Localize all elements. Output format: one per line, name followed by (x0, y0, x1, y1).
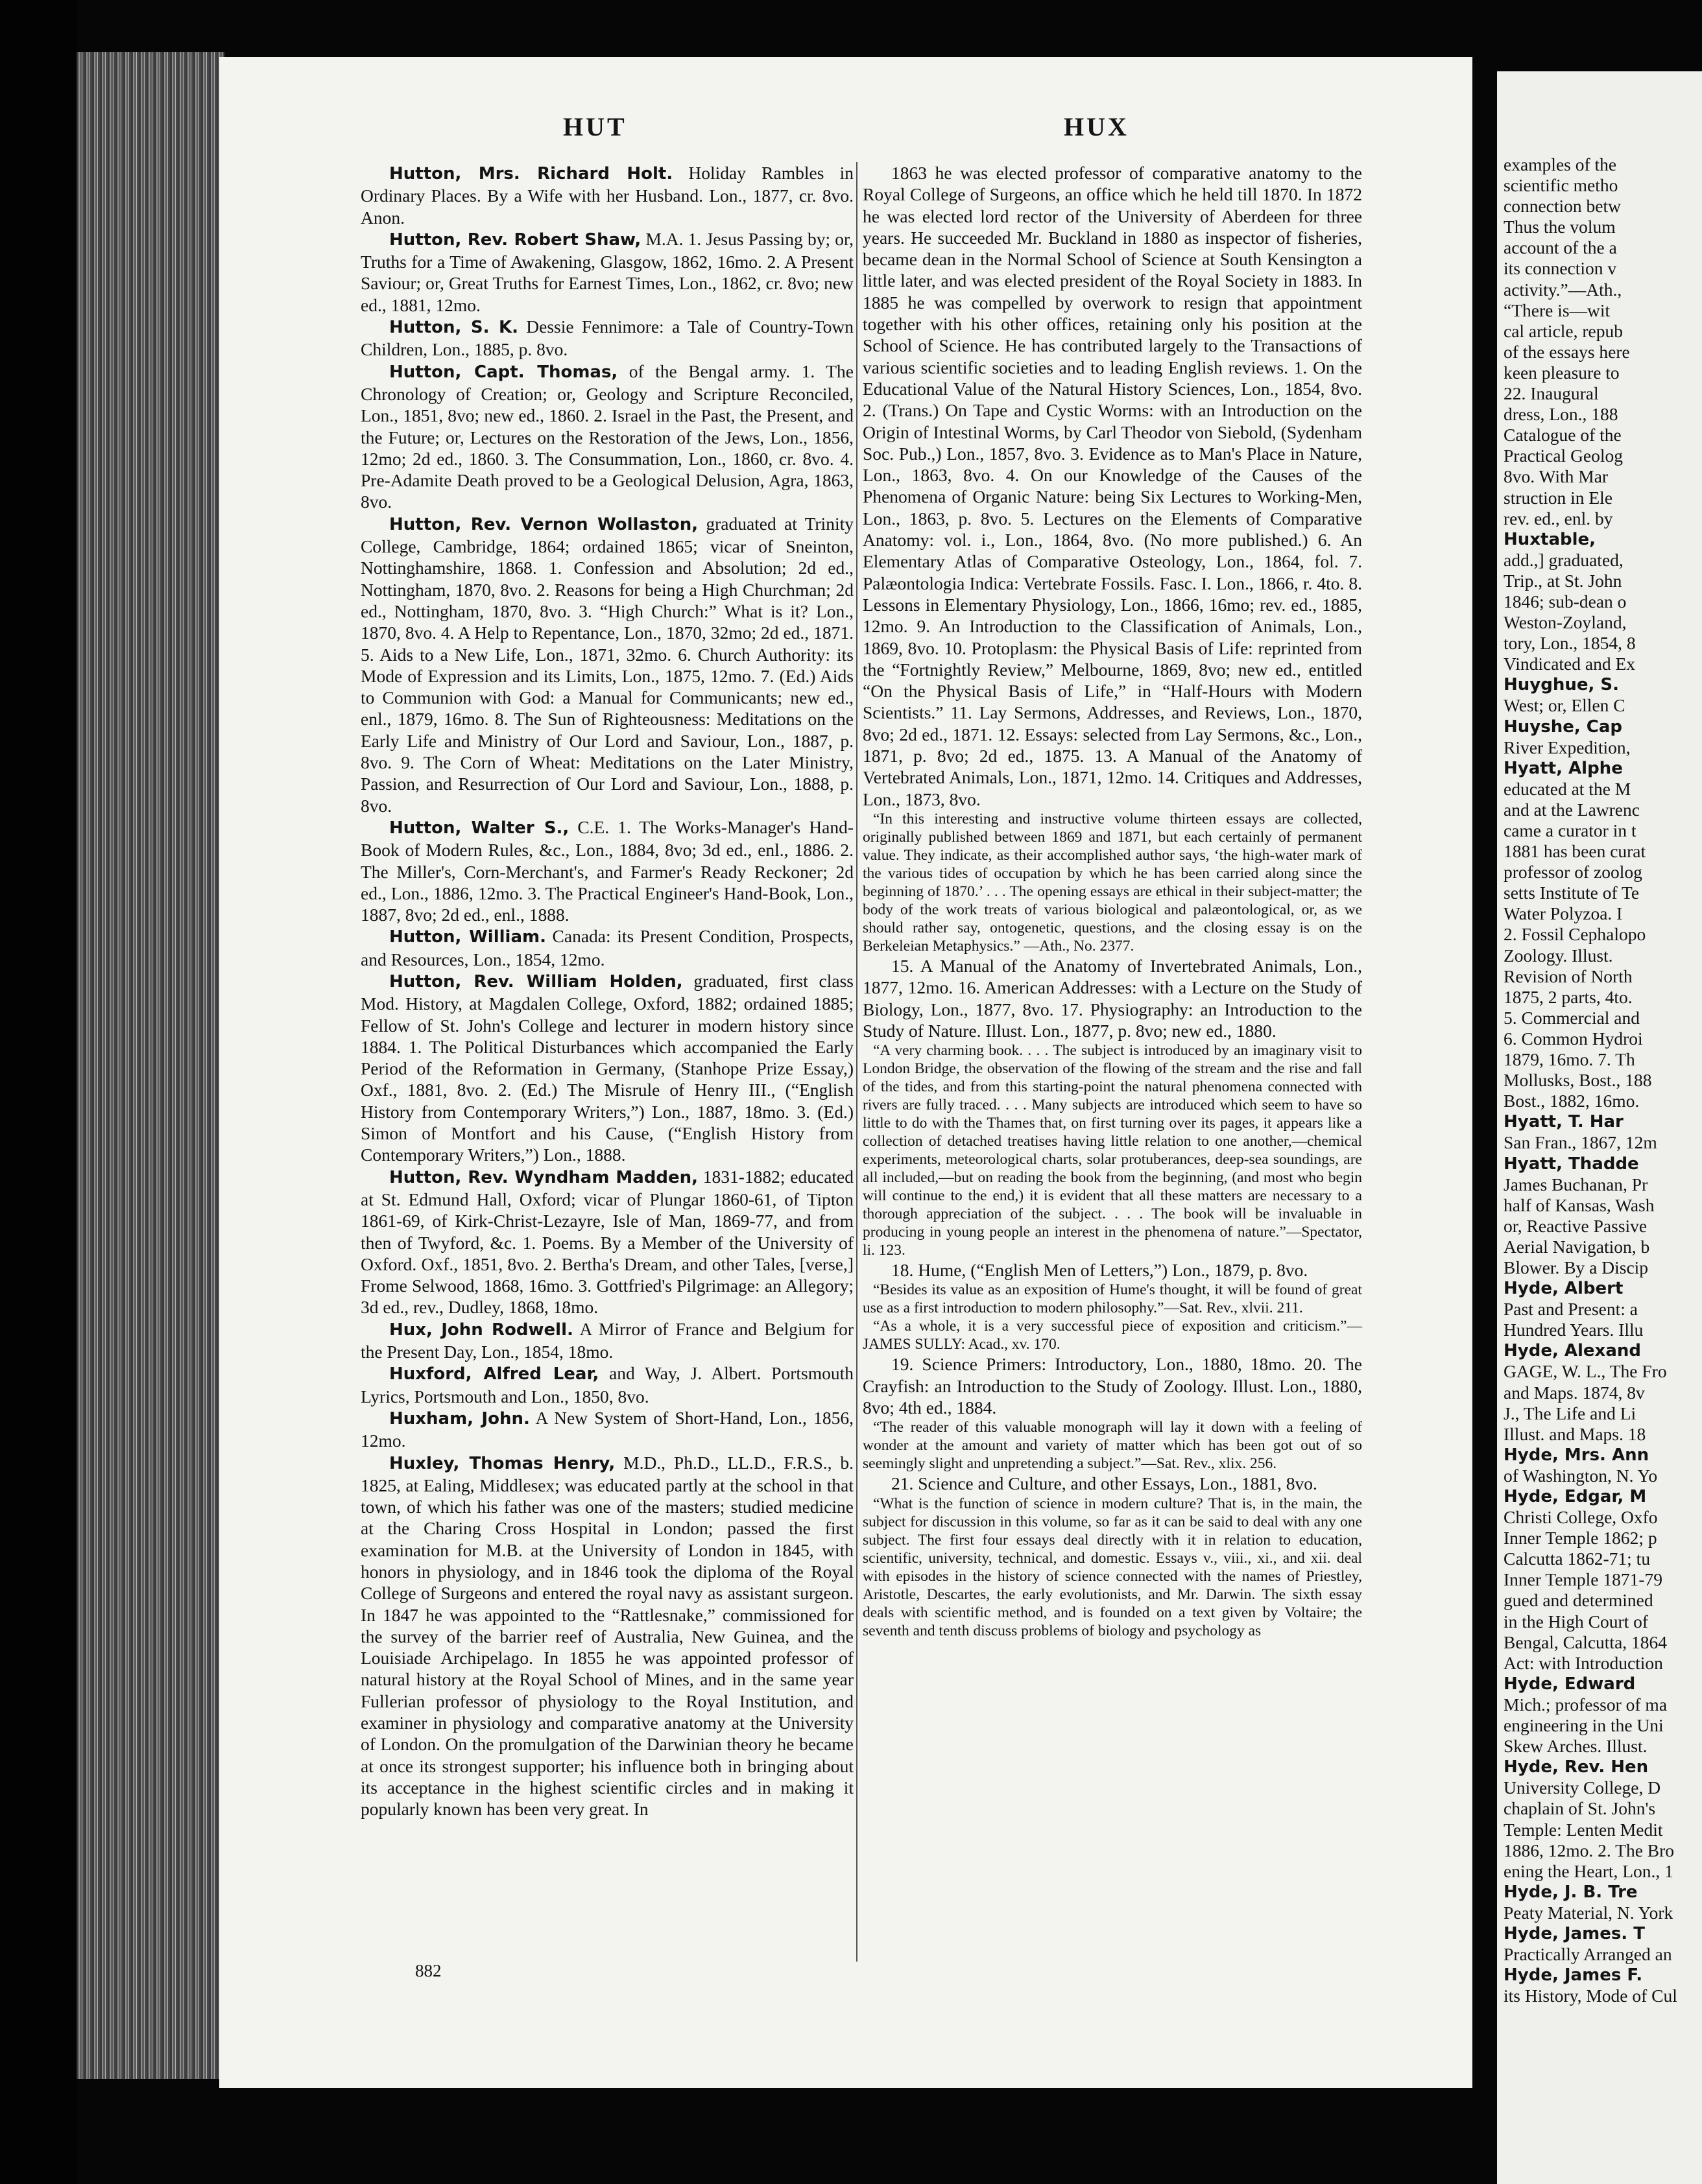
review-quotation: “Besides its value as an exposition of Hume's thought, it will be found of great use as a first introduction to modern philosophy.”—Sat. Rev., xlvii. 211. (863, 1281, 1362, 1317)
facing-headword-line: Huyghue, S. (1504, 675, 1620, 695)
facing-text-line: keen pleasure to (1504, 362, 1620, 383)
facing-text-line: of Washington, N. Yo (1504, 1465, 1658, 1486)
facing-text-line: Peaty Material, N. York (1504, 1902, 1673, 1923)
entry-text: Holiday Rambles in Ordinary Places. By a Wife with her Husband. Lon., 1877, cr. 8vo. Anon. (361, 163, 854, 228)
facing-text-line: River Expedition, (1504, 737, 1631, 757)
entry-text: graduated, first class Mod. History, at Magdalen College, Oxford, 1882; ordained 1885; Fellow of St. John's College and lecturer in modern history since 1884. 1. The Political Disturbances which accompanied the Early Period of the Reformation in Germany, (Stanhope Prize Essay,) Oxf., 1881, 8vo. 2. (Ed.) The Misrule of Henry III., (“English History from Contemporary Writers,”) Lon., 1887, 18mo. 3. (Ed.) Simon of Montfort and his Cause, (“English History from Contemporary Writers,”) Lon., 1888. (361, 970, 854, 1165)
dictionary-entry (361, 361, 854, 513)
facing-text-line: J., The Life and Li (1504, 1403, 1636, 1423)
entry-text: Canada: its Present Condition, Prospects, and Resources, Lon., 1854, 12mo. (361, 926, 854, 969)
facing-text-line: of the essays here (1504, 341, 1630, 362)
facing-headword-line: Hyde, Albert (1504, 1279, 1624, 1299)
facing-text-line: Thus the volum (1504, 217, 1616, 237)
facing-headword-line: Hyatt, Thadde (1504, 1154, 1639, 1174)
facing-text-line: 1875, 2 parts, 4to. (1504, 986, 1633, 1007)
entry-headword: Huxford, Alfred Lear, (389, 1364, 599, 1384)
facing-text-line: 2. Fossil Cephalopo (1504, 924, 1646, 945)
entry-paragraph: 1863 he was elected professor of comparative anatomy to the Royal College of Surgeons, an office which he held till 1870. In 1872 he was elected lord rector of the University of Aberdeen for three years. He succeeded Mr. Buckland in 1880 as inspector of fisheries, became dean in the Normal School of Science at South Kensington a little later, and was elected president of the Royal Society in 1883. In 1885 he was compelled by overwork to resign that appointment together with his other offices, retaining only his position at the School of Science. He has contributed largely to the Transactions of various scientific societies and to leading English reviews. 1. On the Educational Value of the Natural History Sciences, Lon., 1854, 8vo. 2. (Trans.) On Tape and Cystic Worms: with an Introduction on the Origin of Intestinal Worms, by Carl Theodor von Siebold, (Sydenham Soc. Pub.,) Lon., 1857, 8vo. 3. Evidence as to Man's Place in Nature, Lon., 1863, 8vo. 4. On our Knowledge of the Causes of the Phenomena of Organic Nature: being Six Lectures to Working-Men, Lon., 1863, p. 8vo. 5. Lectures on the Elements of Comparative Anatomy: vol. i., Lon., 1864, 8vo. (No more published.) 6. An Elementary Atlas of Comparative Osteology, Lon., 1864, fol. 7. Palæontologia Indica: Vertebrate Fossils. Fasc. I. Lon., 1866, r. 4to. 8. Lessons in Elementary Physiology, Lon., 1866, 16mo; rev. ed., 1885, 12mo. 9. An Introduction to the Classification of Animals, Lon., 1869, 8vo. 10. Protoplasm: the Physical Basis of Life: reprinted from the “Fortnightly Review,” Melbourne, 1869, 8vo; new ed., entitled “On the Physical Basis of Life,” in “Half-Hours with Modern Scientists.” 11. Lay Sermons, Addresses, and Reviews, Lon., 1870, 8vo; 2d ed., 1871. 12. Essays: selected from Lay Sermons, &c., Lon., 1871, p. 8vo; 2d ed., 1875. 13. A Manual of the Anatomy of Vertebrated Animals, Lon., 1871, 12mo. 14. Critiques and Addresses, Lon., 1873, 8vo. (863, 163, 1362, 809)
facing-text-line: 1881 has been curat (1504, 841, 1646, 862)
entry-headword: Hutton, Rev. William Holden, (389, 971, 683, 991)
facing-text-line: Blower. By a Discip (1504, 1257, 1649, 1277)
facing-text-line: and at the Lawrenc (1504, 799, 1640, 820)
facing-text-line: 6. Common Hydroi (1504, 1028, 1643, 1049)
facing-text-line: Act: with Introduction (1504, 1652, 1663, 1673)
entry-text: 1831-1882; educated at St. Edmund Hall, Oxford; vicar of Plungar 1860-61, of Tipton 1861-69, of Kirk-Christ-Lezayre, Isle of Man, 1869-77, and from then of Twyford, &c. 1. Poems. By a Member of the University of Oxford. Oxf., 1851, 8vo. 2. Bertha's Dream, and other Tales, [verse,] Frome Selwood, 1868, 16mo. 3. Gottfried's Pilgrimage: an Allegory; 3d ed., rev., Dudley, 1868, 18mo. (361, 1166, 854, 1318)
facing-text-line: Calcutta 1862-71; tu (1504, 1549, 1651, 1569)
facing-text-line: Zoology. Illust. (1504, 945, 1613, 966)
facing-text-line: and Maps. 1874, 8v (1504, 1382, 1645, 1403)
facing-headword-line: Hyatt, Alphe (1504, 758, 1623, 778)
facing-text-line: West; or, Ellen C (1504, 695, 1625, 716)
facing-headword-line: Hyde, Edgar, M (1504, 1487, 1647, 1506)
facing-page-fragment (1497, 71, 1702, 2184)
facing-text-line: cal article, repub (1504, 320, 1623, 341)
facing-text-line: “There is—wit (1504, 300, 1611, 320)
facing-text-line: scientific metho (1504, 175, 1618, 196)
facing-text-line: educated at the M (1504, 778, 1631, 799)
facing-text-line: Inner Temple 1871-79 (1504, 1569, 1663, 1590)
entry-paragraph: 19. Science Primers: Introductory, Lon., 1880, 18mo. 20. The Crayfish: an Introduction to the Study of Zoology. Illust. Lon., 1880, 8vo; 4th ed., 1884. (863, 1354, 1362, 1418)
entry-paragraph: 15. A Manual of the Anatomy of Invertebrated Animals, Lon., 1877, 12mo. 16. American Addresses: with a Lecture on the Study of Biology, Lon., 1877, 8vo. 17. Physiography: an Introduction to the Study of Nature. Illust. Lon., 1877, p. 8vo; new ed., 1880. (863, 955, 1362, 1041)
entry-text: and Way, J. Albert. Portsmouth Lyrics, Portsmouth and Lon., 1850, 8vo. (361, 1363, 854, 1407)
review-quotation: “As a whole, it is a very successful piece of exposition and criticism.”—JAMES SULLY: Acad., xv. 170. (863, 1318, 1362, 1353)
facing-text-line: Practical Geolog (1504, 445, 1624, 466)
facing-text-line: GAGE, W. L., The Fro (1504, 1361, 1667, 1382)
facing-text-line: came a curator in t (1504, 820, 1636, 840)
facing-text-line: Catalogue of the (1504, 425, 1622, 445)
facing-text-line: Revision of North (1504, 966, 1633, 986)
middle-column (863, 162, 1362, 1640)
dictionary-entry (361, 228, 854, 316)
dictionary-entry (361, 1362, 854, 1407)
facing-text-line: San Fran., 1867, 12m (1504, 1132, 1657, 1153)
facing-text-line: Weston-Zoyland, (1504, 612, 1627, 633)
entry-headword: Hutton, Rev. Wyndham Madden, (389, 1167, 699, 1187)
entry-headword: Hutton, Mrs. Richard Holt. (389, 164, 673, 184)
facing-text-line: setts Institute of Te (1504, 883, 1640, 903)
entry-headword: Hux, John Rodwell. (389, 1320, 573, 1340)
facing-text-line: 1846; sub-dean o (1504, 591, 1627, 611)
facing-text-line: Hundred Years. Illu (1504, 1320, 1644, 1340)
facing-headword-line: Hyatt, T. Har (1504, 1112, 1624, 1132)
facing-headword-line: Hyde, Edward (1504, 1674, 1636, 1694)
column-divider (856, 162, 857, 1962)
entry-headword: Hutton, Walter S., (389, 818, 569, 838)
running-head-left: HUT (563, 112, 627, 141)
facing-headword-line: Hyde, J. B. Tre (1504, 1882, 1638, 1902)
review-quotation: “The reader of this valuable monograph will lay it down with a feeling of wonder at the amount and variety of matter which has been got out of so seemingly slight and unpretending a subject.”—Sat. Rev., xlix. 256. (863, 1419, 1362, 1473)
facing-text-line: half of Kansas, Wash (1504, 1194, 1655, 1215)
review-quotation: “A very charming book. . . . The subject is introduced by an imaginary visit to London Bridge, the observation of the flowing of the stream and the rise and fall of the tides, and from this starting-point the natural phenomena connected with rivers are fully traced. . . . Many subjects are introduced which seem to have so little to do with the Thames that, on first turning over its pages, it appears like a collection of detached treatises having little relation to one another,—chemical experiments, meteorological charts, solar protuberances, deep-sea soundings, are all included,—but on reading the book from the beginning, (and most who begin will continue to the end,) it is evident that all these matters are necessary to a thorough appreciation of the subject. . . . The book will be invaluable in producing in young people an interest in the phenomena of nature.”—Spectator, li. 123. (863, 1042, 1362, 1259)
dictionary-entry (361, 316, 854, 361)
facing-text-line: Mollusks, Bost., 188 (1504, 1070, 1652, 1091)
entry-text: of the Bengal army. 1. The Chronology of Creation; or, Geology and Scripture Reconciled, Lon., 1851, 8vo; new ed., 1860. 2. Israel in the Past, the Present, and the Future; or, Lectures on the Restoration of the Jews, Lon., 1856, 12mo; 2d ed., 1860. 3. The Consummation, Lon., 1860, cr. 8vo. 4. Pre-Adamite Death proved to be a Geological Delusion, Agra, 1863, 8vo. (361, 361, 854, 512)
facing-text-line: chaplain of St. John's (1504, 1798, 1656, 1819)
facing-text-line: Trip., at St. John (1504, 570, 1622, 591)
entry-headword: Huxley, Thomas Henry, (389, 1453, 616, 1473)
entry-headword: Hutton, S. K. (389, 318, 518, 338)
facing-text-line: Past and Present: a (1504, 1299, 1638, 1320)
facing-headword-line: Hyde, Alexand (1504, 1341, 1641, 1361)
facing-text-line: engineering in the Uni (1504, 1715, 1664, 1736)
entry-text: A Mirror of France and Belgium for the Present Day, Lon., 1854, 18mo. (361, 1318, 854, 1362)
facing-text-line: Vindicated and Ex (1504, 654, 1636, 674)
facing-text-line: Christi College, Oxfo (1504, 1507, 1658, 1528)
entry-text: graduated at Trinity College, Cambridge, 1864; ordained 1865; vicar of Sneinton, Nottinghamshire, 1868. 1. Confession and Absolution; 2d ed., Nottingham, 1870, 8vo. 2. Reasons for being a High Churchman; 2d ed., Nottingham, 1870, 8vo. 3. “High Church:” What is it? Lon., 1870, 8vo. 4. A Help to Repentance, Lon., 1870, 32mo; 2d ed., 1871. 5. Aids to a New Life, Lon., 1871, 32mo. 6. Church Authority: its Mode of Expression and its Limits, Lon., 1875, 12mo. 7. (Ed.) Aids to Communion with God: a Manual for Communicants; new ed., enl., 1879, 16mo. 8. The Sun of Righteousness: Meditations on the Early Life and Ministry of Our Lord and Saviour, Lon., 1887, p. 8vo. 9. The Corn of Wheat: Meditations on the Later Ministry, Passion, and Resurrection of Our Lord and Saviour, Lon., 1888, p. 8vo. (361, 513, 854, 816)
facing-text-line: Practically Arranged an (1504, 1944, 1672, 1965)
facing-headword-line: Hyde, James. T (1504, 1923, 1645, 1943)
entry-headword: Hutton, Capt. Thomas, (389, 362, 618, 382)
facing-text-line: add.,] graduated, (1504, 549, 1624, 570)
entry-text: C.E. 1. The Works-Manager's Hand-Book of Modern Rules, &c., Lon., 1884, 8vo; 3d ed., enl., 1886. 2. The Miller's, Corn-Merchant's, and Farmer's Ready Reckoner; 2d ed., Lon., 1886, 12mo. 3. The Practical Engineer's Hand-Book, Lon., 1887, 8vo; 2d ed., enl., 1888. (361, 816, 854, 925)
facing-text-line: dress, Lon., 188 (1504, 404, 1618, 425)
facing-text-line: activity.”—Ath., (1504, 279, 1622, 300)
dictionary-entry (361, 1318, 854, 1363)
review-quotation: “What is the function of science in modern culture? That is, in the main, the subject for discussion in this volume, so far as it can be said to deal with any one subject. The first four essays deal directly with it in relation to education, scientific, university, technical, and domestic. Essays v., viii., xi., and xii. deal with episodes in the history of science connected with the names of Priestley, Aristotle, Descartes, the early evolutionists, and Mr. Darwin. The sixth essay deals with scientific method, and is founded on a text given by Voltaire; the seventh and tenth discuss problems of biology and psychology as (863, 1495, 1362, 1639)
facing-text-line: Water Polyzoa. I (1504, 903, 1623, 924)
facing-text-line: Temple: Lenten Medit (1504, 1819, 1663, 1840)
facing-text-line: 8vo. With Mar (1504, 466, 1609, 487)
facing-text-line: Bengal, Calcutta, 1864 (1504, 1632, 1668, 1652)
dictionary-entry (361, 1407, 854, 1452)
dictionary-entry (361, 1452, 854, 1820)
facing-text-line: Aerial Navigation, b (1504, 1236, 1650, 1257)
facing-text-line: in the High Court of (1504, 1611, 1649, 1632)
entry-headword: Hutton, Rev. Vernon Wollaston, (389, 514, 699, 534)
facing-text-line: its connection v (1504, 258, 1617, 279)
facing-headword-line: Huxtable, (1504, 529, 1596, 549)
running-head-right: HUX (1064, 112, 1129, 141)
right-column (1504, 154, 1702, 2006)
facing-text-line: 5. Commercial and (1504, 1007, 1640, 1028)
page-number: 882 (415, 1961, 442, 1980)
dictionary-entry (361, 162, 854, 228)
facing-text-line: rev. ed., enl. by (1504, 508, 1613, 528)
facing-text-line: its History, Mode of Cul (1504, 1986, 1677, 2006)
facing-text-line: 1886, 12mo. 2. The Bro (1504, 1840, 1675, 1860)
facing-text-line: tory, Lon., 1854, 8 (1504, 633, 1636, 654)
facing-text-line: Mich.; professor of ma (1504, 1694, 1668, 1715)
facing-text-line: professor of zoolog (1504, 862, 1642, 883)
facing-text-line: examples of the (1504, 154, 1617, 174)
dictionary-entry (361, 925, 854, 970)
dictionary-entry (361, 970, 854, 1166)
entry-headword: Hutton, William. (389, 927, 546, 947)
entry-text: M.D., Ph.D., LL.D., F.R.S., b. 1825, at Ealing, Middlesex; was educated partly at the school in that town, of which his father was one of the masters; studied medicine at the Charing Cross Hospital in London; passed the first examination for M.B. at the University of London in 1845, with honors in physiology, and in 1846 took the diploma of the Royal College of Surgeons and entered the royal navy as assistant surgeon. In 1847 he was appointed to the “Rattlesnake,” commissioned for the survey of the barrier reef of Australia, New Guinea, and the Louisiade Archipelago. In 1855 he was appointed professor of natural history at the Royal School of Mines, and in the same year Fullerian professor of physiology to the Royal Institution, and examiner in physiology and comparative anatomy at the University of London. On the promulgation of the Darwinian theory he became at once its strongest supporter; his influence both in bringing about its acceptance in the highest scientific circles and in making it popularly known has been very great. In (361, 1452, 854, 1820)
facing-text-line: or, Reactive Passive (1504, 1215, 1648, 1236)
entry-text: M.A. 1. Jesus Passing by; or, Truths for a Time of Awakening, Glasgow, 1862, 16mo. 2. A Present Saviour; or, Great Truths for Earnest Times, Lon., 1862, cr. 8vo; new ed., 1881, 12mo. (361, 228, 854, 315)
entry-paragraph: 18. Hume, (“English Men of Letters,”) Lon., 1879, p. 8vo. (891, 1260, 1308, 1281)
facing-text-line: 22. Inaugural (1504, 383, 1599, 404)
book-page-edges (77, 52, 224, 2079)
facing-text-line: James Buchanan, Pr (1504, 1174, 1648, 1194)
facing-text-line: University College, D (1504, 1777, 1661, 1798)
facing-text-line: gued and determined (1504, 1590, 1653, 1611)
facing-headword-line: Hyde, Mrs. Ann (1504, 1445, 1649, 1465)
facing-headword-line: Hyde, Rev. Hen (1504, 1757, 1649, 1777)
entry-text: A New System of Short-Hand, Lon., 1856, 12mo. (361, 1407, 854, 1451)
facing-headword-line: Hyde, James F. (1504, 1965, 1643, 1986)
facing-text-line: connection betw (1504, 196, 1621, 217)
dictionary-entry (361, 513, 854, 816)
facing-text-line: account of the a (1504, 237, 1617, 258)
facing-text-line: struction in Ele (1504, 487, 1613, 508)
scanner-border (0, 0, 77, 2184)
facing-text-line: Bost., 1882, 16mo. (1504, 1091, 1640, 1111)
facing-text-line: Illust. and Maps. 18 (1504, 1423, 1646, 1444)
entry-paragraph: 21. Science and Culture, and other Essays, Lon., 1881, 8vo. (891, 1473, 1317, 1494)
facing-text-line: Skew Arches. Illust. (1504, 1736, 1648, 1757)
left-column (361, 162, 854, 1820)
facing-text-line: ening the Heart, Lon., 1 (1504, 1860, 1673, 1881)
dictionary-entry (361, 816, 854, 925)
facing-text-line: Inner Temple 1862; p (1504, 1528, 1657, 1549)
dictionary-entry (361, 1166, 854, 1318)
facing-text-line: 1879, 16mo. 7. Th (1504, 1049, 1635, 1070)
facing-headword-line: Huyshe, Cap (1504, 717, 1623, 737)
review-quotation: “In this interesting and instructive volume thirteen essays are collected, originally published between 1869 and 1871, but each certainly of permanent value. They indicate, as their accomplished author says, ‘the high-water mark of the various tides of occupation by which he has been carried along since the beginning of 1870.’ . . . The opening essays are ethical in their subject-matter; the body of the work treats of various biological and palæontological, or, as we should rather say, ontogenetic, questions, and the closing essay is on the Berkeleian Metaphysics.” —Ath., No. 2377. (863, 810, 1362, 955)
entry-headword: Huxham, John. (389, 1408, 530, 1429)
entry-text: Dessie Fennimore: a Tale of Country-Town Children, Lon., 1885, p. 8vo. (361, 316, 854, 360)
entry-headword: Hutton, Rev. Robert Shaw, (389, 230, 641, 250)
